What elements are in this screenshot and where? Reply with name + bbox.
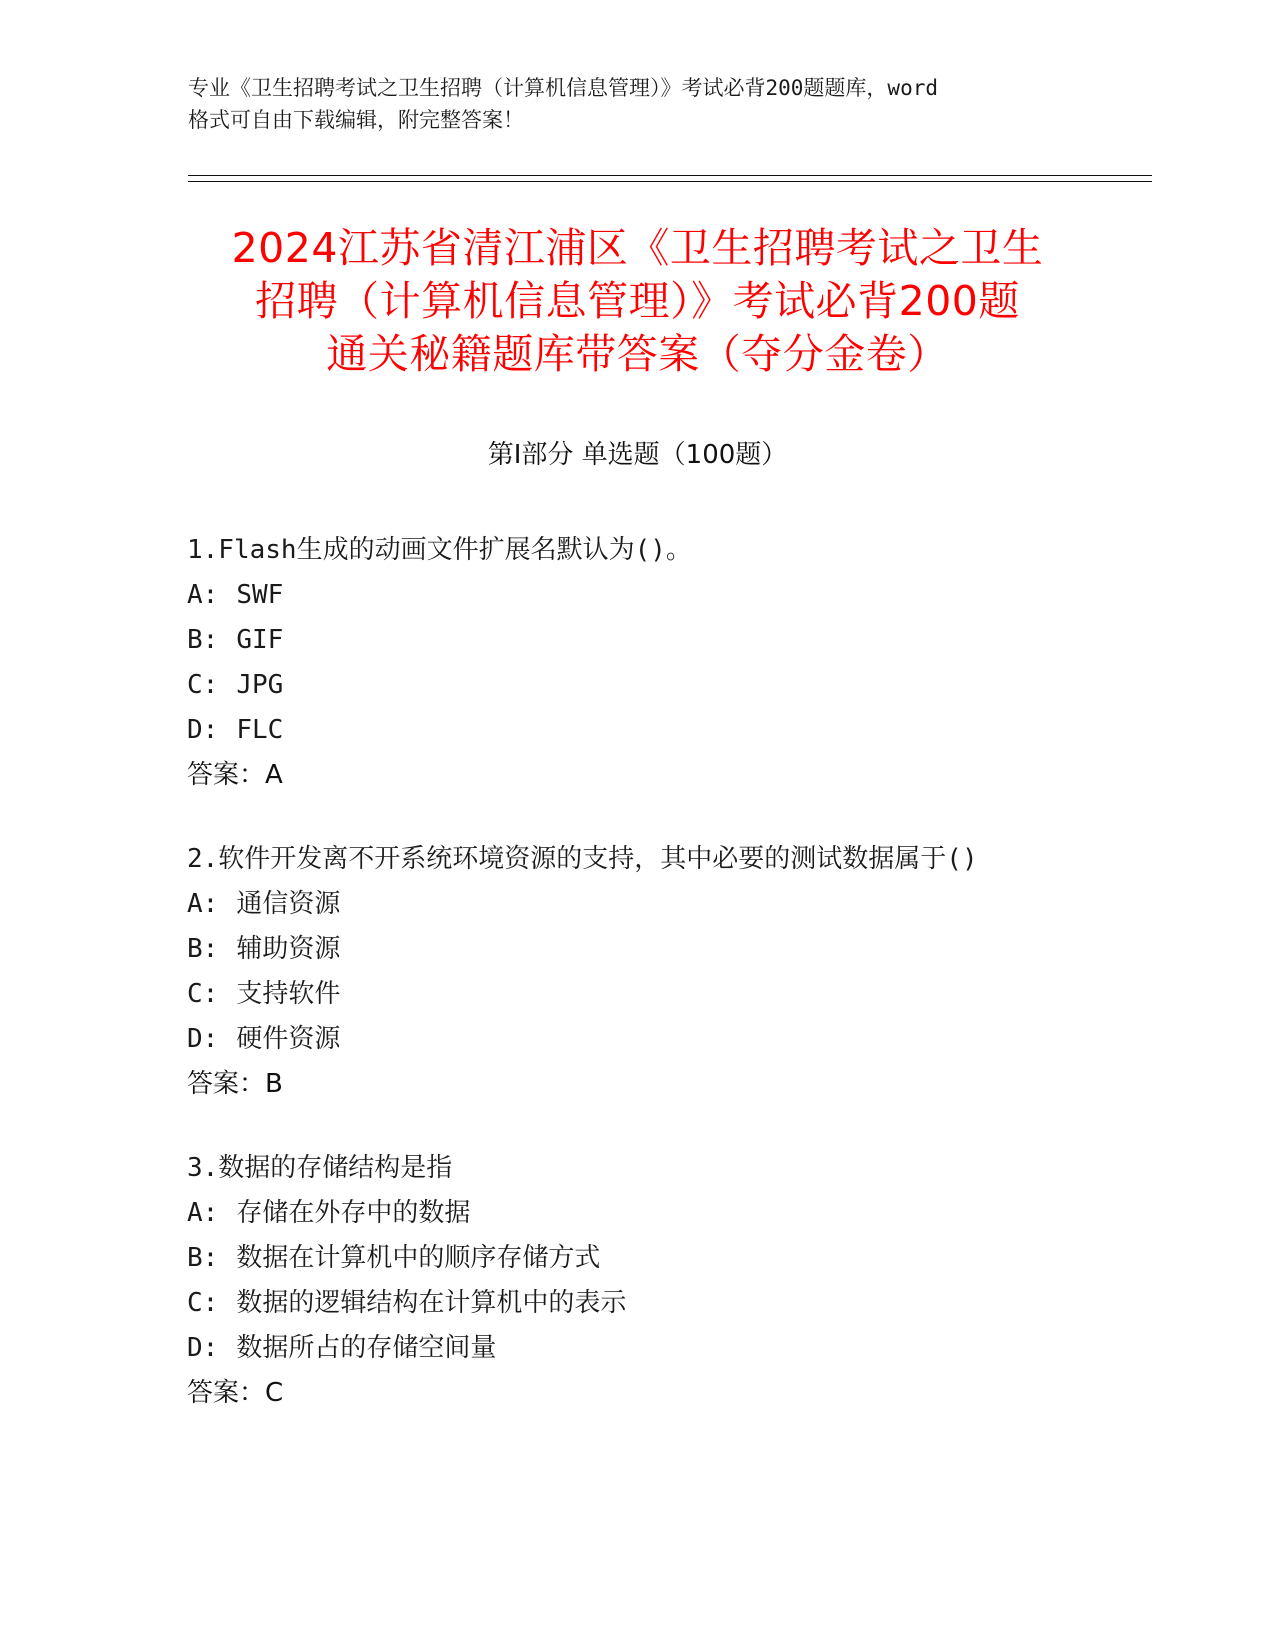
option-text: 数据所占的存储空间量 [236, 1333, 497, 1363]
question-stem: 3.数据的存储结构是指 [187, 1153, 453, 1183]
option-letter: C: [187, 1288, 219, 1318]
option-b [187, 618, 1087, 663]
question-2 [187, 837, 1087, 1107]
document-title-line-2: 招聘（计算机信息管理）》考试必背200题 [255, 277, 1020, 325]
option-text: 通信资源 [236, 889, 341, 919]
option-letter: B: [187, 625, 219, 655]
option-a [187, 882, 1087, 927]
header-divider-top [188, 175, 1152, 176]
header-divider-bottom [188, 181, 1152, 182]
option-c [187, 1281, 1087, 1326]
option-text: 数据在计算机中的顺序存储方式 [236, 1243, 601, 1273]
option-text: 辅助资源 [236, 934, 341, 964]
option-b [187, 927, 1087, 972]
option-c [187, 972, 1087, 1017]
option-text: GIF [236, 625, 284, 655]
answer-line: 答案：A [187, 760, 283, 790]
question-3 [187, 1146, 1087, 1416]
option-letter: A: [187, 889, 219, 919]
document-title-line-3: 通关秘籍题库带答案（夺分金卷） [326, 330, 949, 378]
option-text: 硬件资源 [236, 1024, 341, 1054]
question-stem: 1.Flash生成的动画文件扩展名默认为()。 [187, 535, 692, 565]
section-heading: 第Ⅰ部分 单选题（100题） [487, 440, 788, 470]
header-note [188, 72, 1088, 136]
question-1 [187, 528, 1087, 798]
option-letter: A: [187, 1198, 219, 1228]
option-text: SWF [236, 580, 284, 610]
option-letter: C: [187, 979, 219, 1009]
option-letter: D: [187, 1333, 219, 1363]
option-letter: B: [187, 934, 219, 964]
option-text: 支持软件 [236, 979, 341, 1009]
option-letter: B: [187, 1243, 219, 1273]
option-letter: C: [187, 670, 219, 700]
question-stem: 2.软件开发离不开系统环境资源的支持，其中必要的测试数据属于() [187, 844, 978, 874]
option-d [187, 1017, 1087, 1062]
document-title [150, 222, 1125, 381]
answer-line: 答案：B [187, 1069, 283, 1099]
option-letter: A: [187, 580, 219, 610]
option-text: 存储在外存中的数据 [236, 1198, 471, 1228]
header-note-line-1: 专业《卫生招聘考试之卫生招聘（计算机信息管理）》考试必背200题题库，word [188, 76, 938, 100]
option-text: 数据的逻辑结构在计算机中的表示 [236, 1288, 627, 1318]
option-text: JPG [236, 670, 284, 700]
option-text: FLC [236, 715, 284, 745]
document-title-line-1: 2024江苏省清江浦区《卫生招聘考试之卫生 [231, 224, 1044, 272]
option-b [187, 1236, 1087, 1281]
option-d [187, 708, 1087, 753]
option-c [187, 663, 1087, 708]
option-d [187, 1326, 1087, 1371]
answer-line: 答案：C [187, 1378, 284, 1408]
option-a [187, 573, 1087, 618]
option-letter: D: [187, 715, 219, 745]
option-a [187, 1191, 1087, 1236]
header-note-line-2: 格式可自由下载编辑，附完整答案！ [188, 108, 524, 132]
option-letter: D: [187, 1024, 219, 1054]
question-list [187, 528, 1087, 1455]
